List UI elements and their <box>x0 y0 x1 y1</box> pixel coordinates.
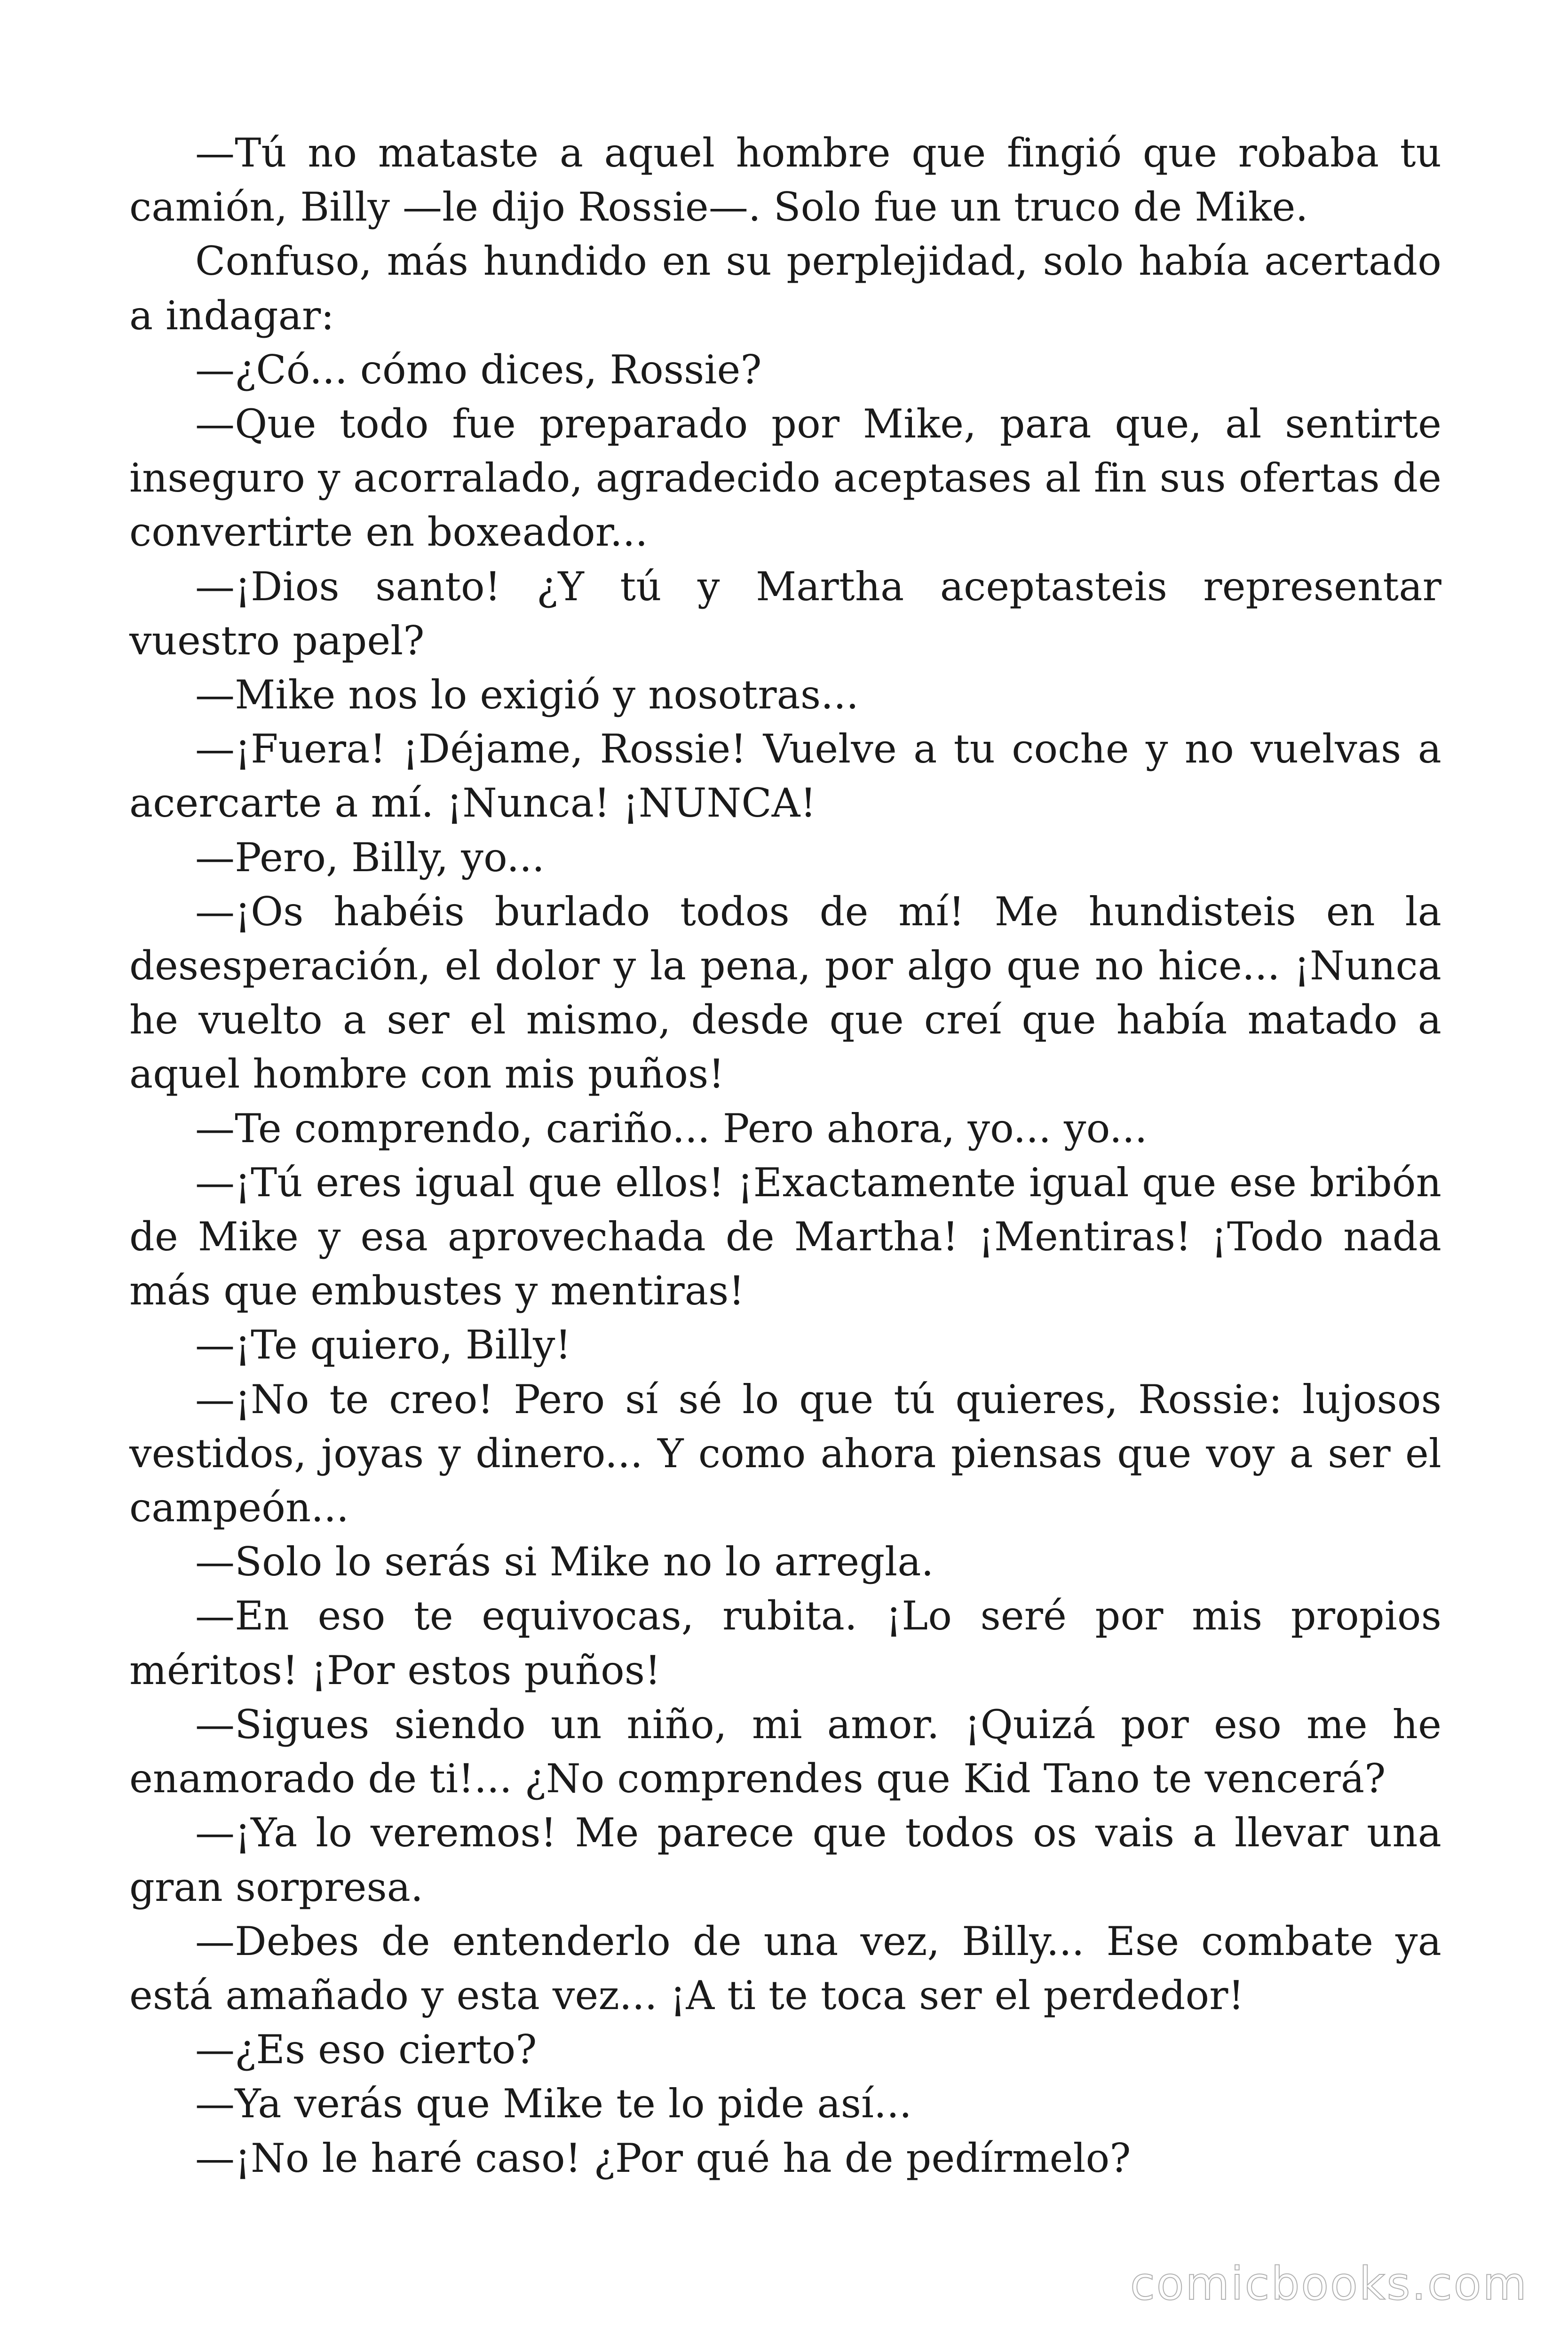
paragraph: —Pero, Billy, yo... <box>195 834 545 881</box>
paragraph: —¡Te quiero, Billy! <box>195 1322 571 1368</box>
paragraph: —Tú no mataste a aquel hombre que fingió que robaba tu camión, Billy —le dijo Rossie—. Solo fue un truco de Mike. <box>129 130 1441 230</box>
paragraph: —¡Dios santo! ¿Y tú y Martha aceptasteis representar vuestro papel? <box>129 563 1441 664</box>
paragraph: —¡Ya lo veremos! Me parece que todos os vais a llevar una gran sorpresa. <box>129 1810 1441 1910</box>
paragraph: —Ya verás que Mike te lo pide así... <box>195 2081 912 2127</box>
paragraph: —¿Có... cómo dices, Rossie? <box>195 346 762 393</box>
paragraph: —Solo lo serás si Mike no lo arregla. <box>195 1539 934 1585</box>
paragraph: —¡Os habéis burlado todos de mí! Me hundisteis en la desesperación, el dolor y la pena, por algo que no hice... ¡Nunca he vuelto a ser el mismo, desde que creí que había matado a aquel hombre con mis puños! <box>129 888 1441 1097</box>
paragraph: —Mike nos lo exigió y nosotras... <box>195 672 859 718</box>
watermark: comicbooks.com <box>1130 2257 1528 2310</box>
paragraph: —En eso te equivocas, rubita. ¡Lo seré por mis propios méritos! ¡Por estos puños! <box>129 1593 1441 1693</box>
paragraph: —¡No le haré caso! ¿Por qué ha de pedírmelo? <box>195 2135 1131 2181</box>
paragraph: —¡Tú eres igual que ellos! ¡Exactamente igual que ese bribón de Mike y esa aprovechada de Martha! ¡Mentiras! ¡Todo nada más que embustes y mentiras! <box>129 1159 1441 1314</box>
paragraph: —¡Fuera! ¡Déjame, Rossie! Vuelve a tu coche y no vuelvas a acercarte a mí. ¡Nunca! ¡NUNCA! <box>129 726 1441 826</box>
paragraph: —Debes de entenderlo de una vez, Billy... Ese combate ya está amañado y esta vez... ¡A ti te toca ser el perdedor! <box>129 1918 1441 2018</box>
paragraph: —Que todo fue preparado por Mike, para que, al sentirte inseguro y acorralado, agradecido aceptases al fin sus ofertas de convertirte en boxeador... <box>129 401 1441 556</box>
paragraph: —¿Es eso cierto? <box>195 2026 537 2073</box>
paragraph: Confuso, más hundido en su perplejidad, solo había acertado a indagar: <box>129 238 1441 339</box>
body-text <box>129 126 1441 2185</box>
paragraph: —Sigues siendo un niño, mi amor. ¡Quizá por eso me he enamorado de ti!... ¿No comprendes que Kid Tano te vencerá? <box>129 1701 1441 1802</box>
paragraph: —Te comprendo, cariño... Pero ahora, yo... yo... <box>195 1105 1148 1152</box>
paragraph: —¡No te creo! Pero sí sé lo que tú quieres, Rossie: lujosos vestidos, joyas y dinero... Y como ahora piensas que voy a ser el campeón... <box>129 1376 1441 1531</box>
